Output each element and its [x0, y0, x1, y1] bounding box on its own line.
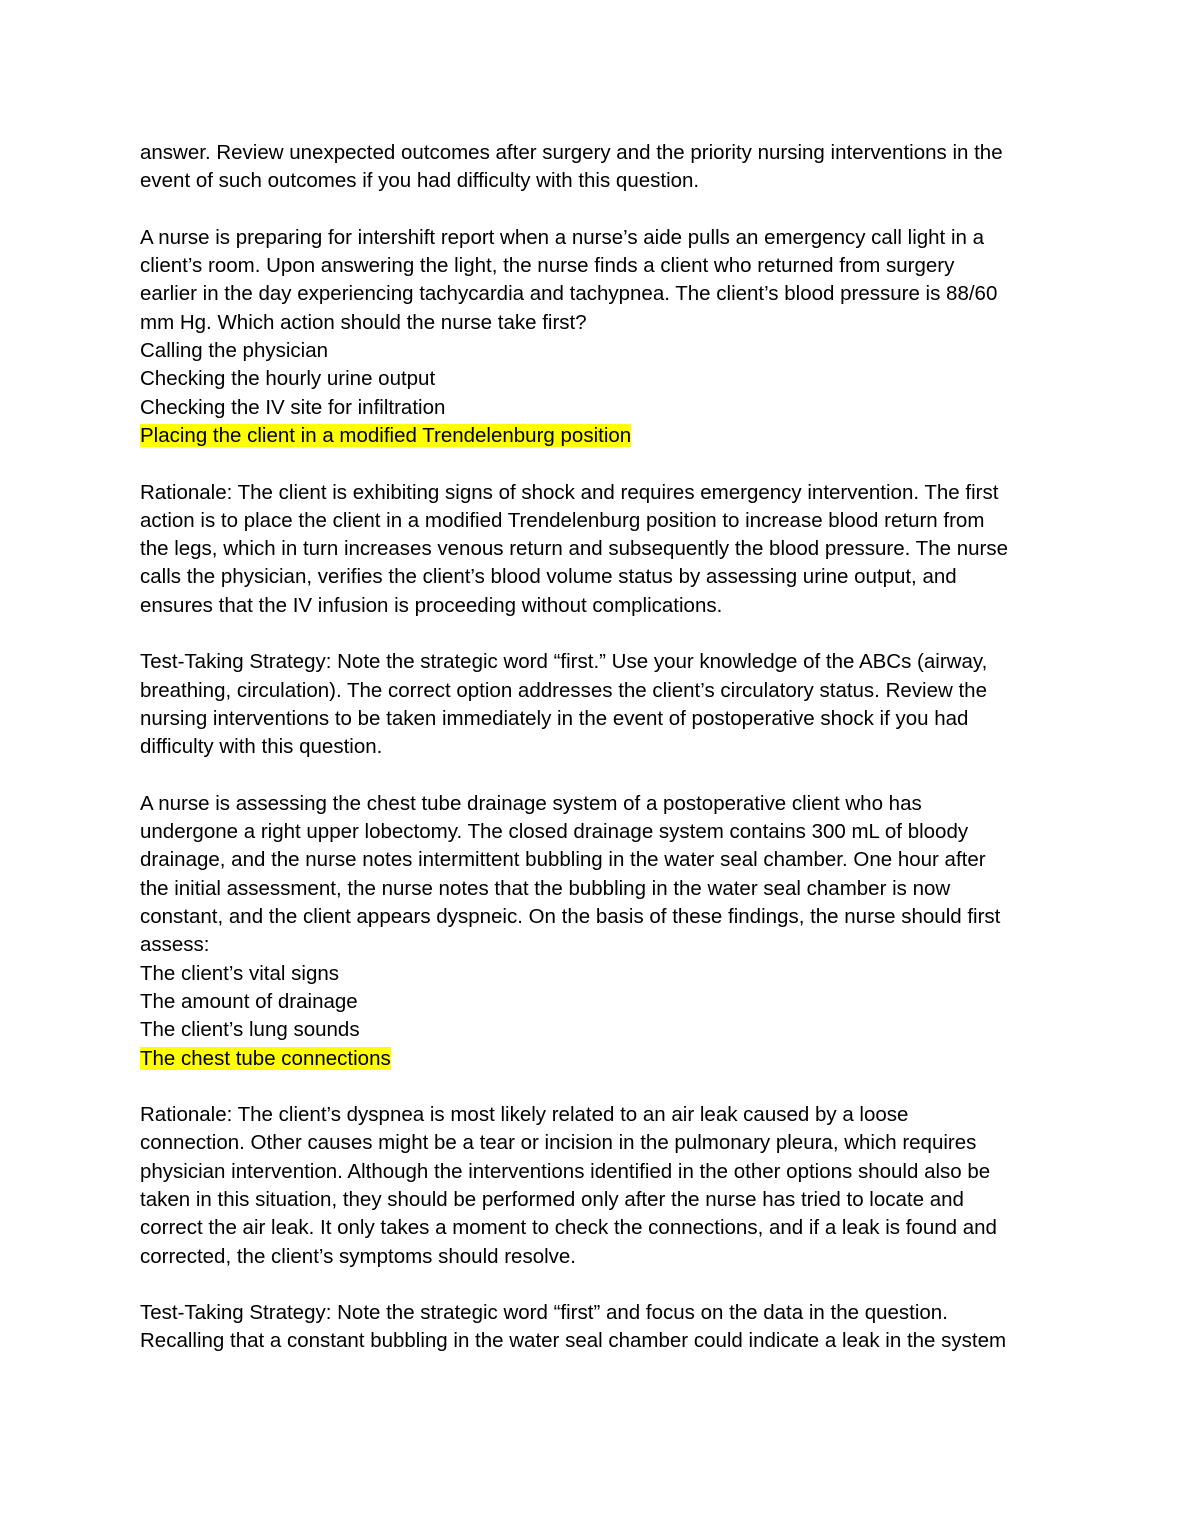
question-2-options	[140, 960, 1050, 1073]
highlighted-answer: The chest tube connections	[140, 1046, 391, 1070]
text-line: drainage, and the nurse notes intermittent bubbling in the water seal chamber. One hour after	[140, 848, 986, 872]
correct-answer-option	[140, 1045, 1050, 1073]
text-line: A nurse is assessing the chest tube drainage system of a postoperative client who has	[140, 791, 922, 815]
text-line: A nurse is preparing for intershift report when a nurse’s aide pulls an emergency call light in a	[140, 225, 984, 249]
text-line: assess:	[140, 933, 210, 957]
question-1-strategy	[140, 648, 1050, 761]
text-line: event of such outcomes if you had difficulty with this question.	[140, 169, 700, 193]
text-line: breathing, circulation). The correct option addresses the client’s circulatory status. Review the	[140, 678, 987, 702]
text-line: Test-Taking Strategy: Note the strategic word “first.” Use your knowledge of the ABCs (airway,	[140, 650, 988, 674]
text-line: the initial assessment, the nurse notes that the bubbling in the water seal chamber is now	[140, 876, 951, 900]
paragraph-gap	[140, 1271, 1050, 1299]
answer-option: The client’s lung sounds	[140, 1018, 360, 1042]
question-1-stem	[140, 224, 1050, 337]
text-line: the legs, which in turn increases venous return and subsequently the blood pressure. The nurse	[140, 537, 1008, 561]
text-line: mm Hg. Which action should the nurse take first?	[140, 310, 587, 334]
paragraph-gap	[140, 620, 1050, 648]
answer-option: The client’s vital signs	[140, 961, 340, 985]
question-1-options	[140, 337, 1050, 450]
text-line: Test-Taking Strategy: Note the strategic word “first” and focus on the data in the question.	[140, 1301, 948, 1325]
page-body	[140, 139, 1050, 1356]
text-line: corrected, the client’s symptoms should resolve.	[140, 1244, 577, 1268]
text-line: difficulty with this question.	[140, 735, 383, 759]
answer-option: Checking the hourly urine output	[140, 367, 436, 391]
answer-option: Checking the IV site for infiltration	[140, 395, 446, 419]
text-line: action is to place the client in a modified Trendelenburg position to increase blood return from	[140, 508, 985, 532]
text-line: undergone a right upper lobectomy. The closed drainage system contains 300 mL of bloody	[140, 820, 969, 844]
text-line: nursing interventions to be taken immediately in the event of postoperative shock if you had	[140, 706, 969, 730]
text-line: answer. Review unexpected outcomes after surgery and the priority nursing interventions in the	[140, 141, 1003, 164]
highlighted-answer: Placing the client in a modified Trendelenburg position	[140, 423, 632, 447]
answer-option: The amount of drainage	[140, 989, 358, 1013]
text-line: ensures that the IV infusion is proceeding without complications.	[140, 593, 723, 617]
text-line: earlier in the day experiencing tachycardia and tachypnea. The client’s blood pressure is 88/60	[140, 282, 998, 306]
question-2-stem	[140, 790, 1050, 960]
question-2-strategy	[140, 1299, 1050, 1356]
answer-option: Calling the physician	[140, 339, 329, 363]
text-line: Rationale: The client’s dyspnea is most likely related to an air leak caused by a loose	[140, 1103, 909, 1127]
text-line: client’s room. Upon answering the light, the nurse finds a client who returned from surgery	[140, 254, 955, 278]
text-line: Rationale: The client is exhibiting signs of shock and requires emergency intervention. The first	[140, 480, 999, 504]
paragraph-gap	[140, 196, 1050, 224]
text-line: physician intervention. Although the interventions identified in the other options should also be	[140, 1159, 991, 1183]
text-line: connection. Other causes might be a tear or incision in the pulmonary pleura, which requires	[140, 1131, 977, 1155]
text-line: taken in this situation, they should be performed only after the nurse has tried to locate and	[140, 1187, 964, 1211]
paragraph-gap	[140, 762, 1050, 790]
text-line: Recalling that a constant bubbling in the water seal chamber could indicate a leak in the system	[140, 1329, 1007, 1353]
question-2-rationale	[140, 1101, 1050, 1271]
continuation-paragraph	[140, 139, 1050, 196]
correct-answer-option	[140, 422, 1050, 450]
paragraph-gap	[140, 450, 1050, 478]
text-line: correct the air leak. It only takes a moment to check the connections, and if a leak is found and	[140, 1216, 997, 1240]
question-1-rationale	[140, 479, 1050, 620]
text-line: constant, and the client appears dyspneic. On the basis of these findings, the nurse should first	[140, 905, 1001, 929]
text-line: calls the physician, verifies the client’s blood volume status by assessing urine output, and	[140, 565, 957, 589]
paragraph-gap	[140, 1073, 1050, 1101]
